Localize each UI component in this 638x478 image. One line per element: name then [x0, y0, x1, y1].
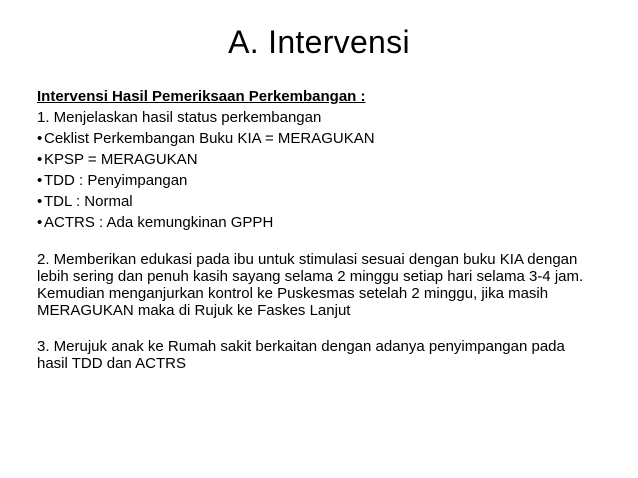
slide-title: A. Intervensi — [228, 24, 410, 60]
item-3: 3. Merujuk anak ke Rumah sakit berkaitan dengan adanya penyimpangan pada hasil TDD dan ACTRS — [37, 338, 565, 372]
item-2: 2. Memberikan edukasi pada ibu untuk stimulasi sesuai dengan buku KIA dengan lebih sering dan penuh kasih sayang selama 2 minggu setiap hari selama 3-4 jam. Kemudian menganjurkan kontrol ke Puskesmas setelah 2 minggu, jika masih MERAGUKAN maka di Rujuk ke Faskes Lanjut — [37, 251, 584, 319]
item-1: 1. Menjelaskan hasil status perkembangan — [37, 109, 322, 126]
bullet-icon: • — [37, 151, 43, 168]
bullet-icon: • — [37, 130, 43, 147]
bullet-item — [37, 170, 585, 191]
bullet-text: TDD : Penyimpangan — [44, 172, 188, 189]
bullet-text: KPSP = MERAGUKAN — [44, 151, 198, 168]
bullet-item — [37, 212, 585, 233]
slide-content — [37, 86, 585, 372]
bullet-item — [37, 191, 585, 212]
bullet-icon: • — [37, 214, 43, 231]
bullet-text: ACTRS : Ada kemungkinan GPPH — [44, 214, 274, 231]
bullet-text: TDL : Normal — [44, 193, 133, 210]
bullet-item — [37, 128, 585, 149]
section-heading: Intervensi Hasil Pemeriksaan Perkembangan : — [37, 88, 366, 105]
bullet-item — [37, 149, 585, 170]
bullet-text: Ceklist Perkembangan Buku KIA = MERAGUKAN — [44, 130, 375, 147]
bullet-icon: • — [37, 172, 43, 189]
bullet-icon: • — [37, 193, 43, 210]
